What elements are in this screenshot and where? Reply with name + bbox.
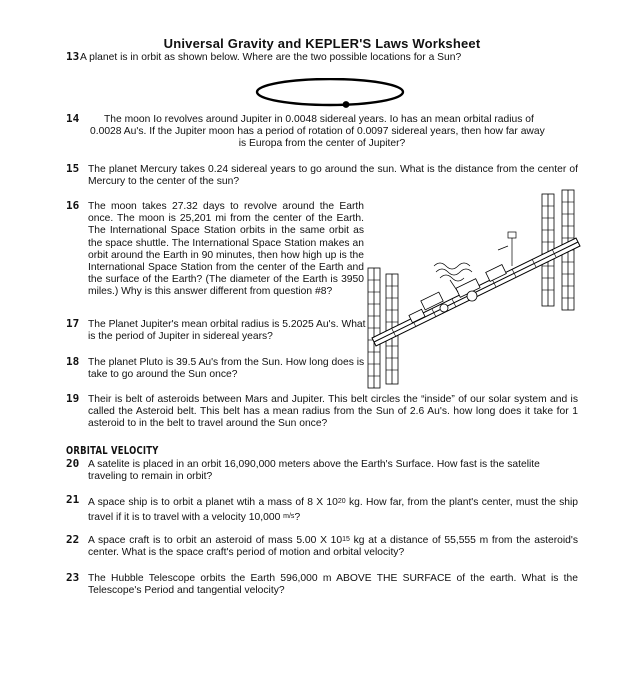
question-text: A satelite is placed in an orbit 16,090,000 meters above the Earth's Surface. How fast is the satelite traveling to remain in orbit?	[88, 459, 540, 483]
text-part: A space craft is to orbit an asteroid of mass 5.00 X 10	[88, 535, 343, 546]
planet-dot	[343, 101, 350, 108]
question-17	[66, 319, 366, 343]
question-22	[66, 535, 578, 559]
question-text	[88, 495, 578, 525]
question-text: The Planet Jupiter's mean orbital radius is 5.2025 Au's. What is the period of Jupiter in sidereal years?	[88, 319, 366, 343]
question-number: 23	[66, 571, 80, 584]
question-text-line: is Europa from the center of Jupiter?	[238, 138, 406, 150]
question-text-line: 0.0028 Au's. If the Jupiter moon has a period of rotation of 0.0097 sidereal years, then how far away	[90, 126, 545, 138]
elliptical-orbit-diagram	[240, 78, 440, 118]
question-number: 13	[66, 50, 80, 63]
question-text: The planet Pluto is 39.5 Au's from the Sun. How long does is take to go around the Sun once?	[88, 357, 365, 381]
question-text: A planet is in orbit as shown below. Where are the two possible locations for a Sun?	[80, 52, 462, 63]
question-23	[66, 573, 578, 597]
question-text	[88, 535, 578, 559]
question-number: 19	[66, 392, 80, 405]
question-number: 22	[66, 533, 80, 546]
question-16	[66, 201, 364, 299]
unit-superscript: m/s	[283, 513, 295, 520]
text-part: ?	[294, 512, 301, 523]
text-part: kg at a distance of 55,555 m from the asteroid's center. What is the space craft's period of motion and orbital velocity?	[88, 535, 578, 559]
question-text: The Hubble Telescope orbits the Earth 596,000 m ABOVE THE SURFACE of the earth. What is the Telescope's Period and tangential velocity?	[88, 573, 578, 597]
question-text-line: The moon Io revolves around Jupiter in 0.0048 sidereal years. Io has an mean orbital radius of	[104, 114, 534, 125]
question-number: 18	[66, 355, 80, 368]
question-number: 21	[66, 493, 80, 506]
question-number: 14	[66, 112, 80, 125]
question-15	[66, 164, 578, 188]
question-number: 20	[66, 457, 80, 470]
text-part: A space ship is to orbit a planet wtih a mass of 8 X 10	[88, 497, 338, 508]
question-text: The planet Mercury takes 0.24 sidereal years to go around the sun. What is the distance from the center of Mercury to the center of the sun?	[88, 164, 578, 188]
question-20	[66, 459, 578, 483]
question-number: 16	[66, 199, 80, 212]
question-18	[66, 357, 366, 381]
question-19	[66, 394, 578, 431]
section-heading: ORBITAL VELOCITY	[66, 444, 159, 457]
text-part: kg. How far, from the plant's center, must the ship travel if it is to travel with a velocity 10,000	[88, 497, 579, 523]
question-text: The moon takes 27.32 days to revolve around the Earth once. The moon is 25,201 mi from the center of the Earth. The International Space Station orbits in the same orbit as the space shuttle. The International Space Station makes an orbit around the Earth in 90 minutes, then how high up is the International Space Station from the center of the Earth and the surface of the Earth? (The diameter of the Earth is 3950 miles.) Why is this answer different from question #8?	[88, 201, 364, 298]
question-13	[66, 52, 586, 64]
station-modules	[409, 265, 506, 323]
exponent: 15	[342, 536, 350, 543]
question-14	[66, 114, 578, 151]
question-text: Their is belt of asteroids between Mars and Jupiter. This belt circles the “inside” of our solar system and is called the Asteroid belt. This belt has a mean radius from the Sun of 2.6 Au's. how long does it take for 1 asteroid to in the belt to travel around the Sun once?	[88, 394, 578, 430]
question-number: 15	[66, 162, 80, 175]
antenna	[498, 232, 516, 266]
space-station-illustration	[362, 188, 594, 393]
question-number: 17	[66, 317, 80, 330]
exponent: 20	[337, 498, 346, 505]
worksheet-title: Universal Gravity and KEPLER'S Laws Worksheet	[163, 36, 481, 51]
question-21	[66, 495, 578, 525]
